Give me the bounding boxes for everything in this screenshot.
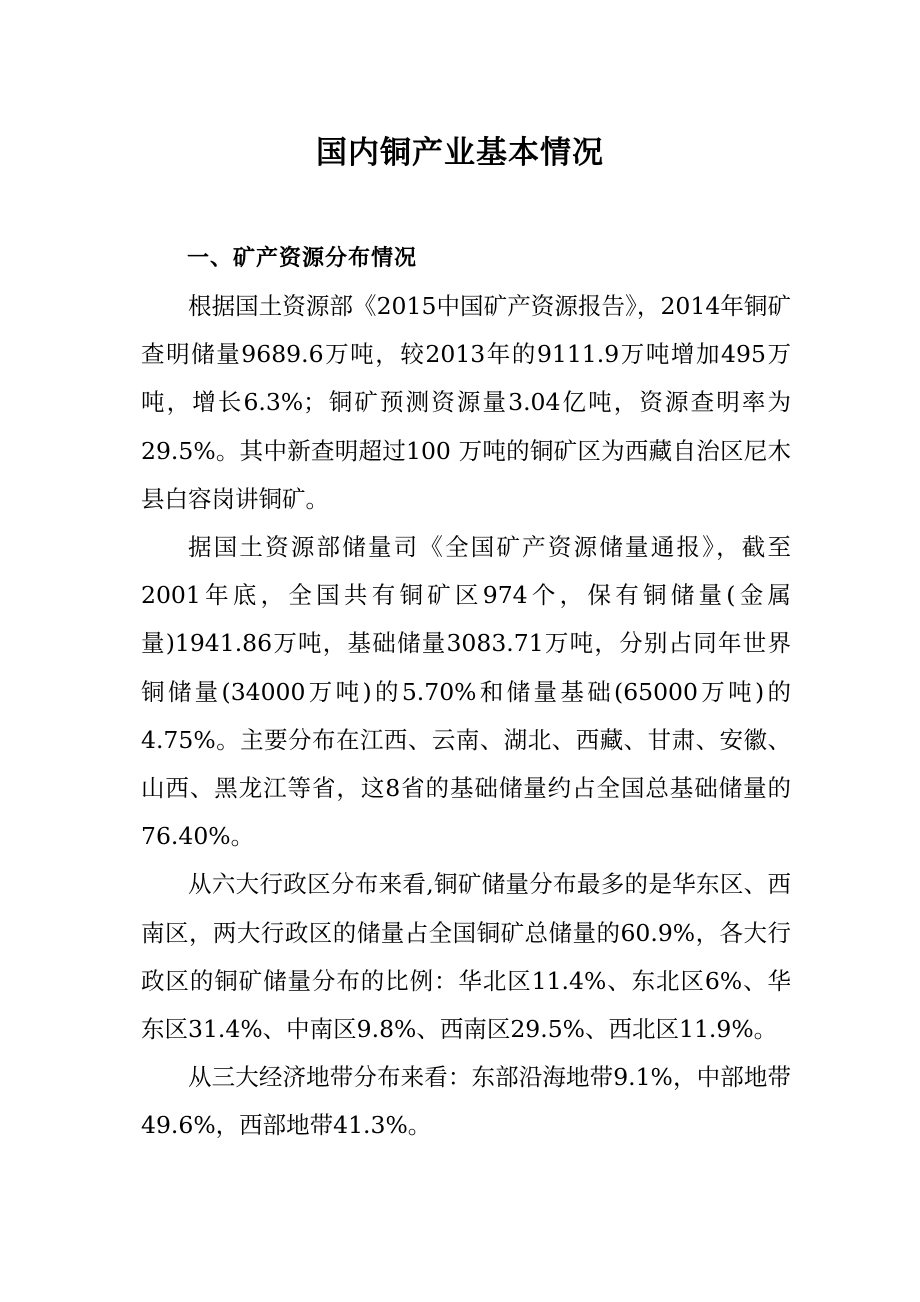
section-heading: 一、矿产资源分布情况 — [187, 245, 418, 271]
paragraph-1: 根据国土资源部《2015中国矿产资源报告》，2014年铜矿查明储量9689.6万吨，较2013年的9111.9万吨增加495万吨，增长6.3%；铜矿预测资源量3.04亿吨，资源查明率为29.5%。其中新查明超过100 万吨的铜矿区为西藏自治区尼木县白容岗讲铜矿。 — [141, 292, 791, 513]
document-title: 国内铜产业基本情况 — [316, 135, 604, 171]
document-body — [141, 282, 791, 1150]
paragraph-4: 从三大经济地带分布来看：东部沿海地带9.1%，中部地带49.6%，西部地带41.3%。 — [141, 1063, 791, 1140]
paragraph-3: 从六大行政区分布来看,铜矿储量分布最多的是华东区、西南区，两大行政区的储量占全国铜矿总储量的60.9%，各大行政区的铜矿储量分布的比例：华北区11.4%、东北区6%、华东区31.4%、中南区9.8%、西南区29.5%、西北区11.9%。 — [141, 870, 791, 1044]
paragraph-2: 据国土资源部储量司《全国矿产资源储量通报》，截至2001年底，全国共有铜矿区974个，保有铜储量(金属量)1941.86万吨，基础储量3083.71万吨，分别占同年世界铜储量(34000万吨)的5.70%和储量基础(65000万吨)的4.75%。主要分布在江西、云南、湖北、西藏、甘肃、安徽、山西、黑龙江等省，这8省的基础储量约占全国总基础储量的76.40%。 — [141, 533, 791, 851]
